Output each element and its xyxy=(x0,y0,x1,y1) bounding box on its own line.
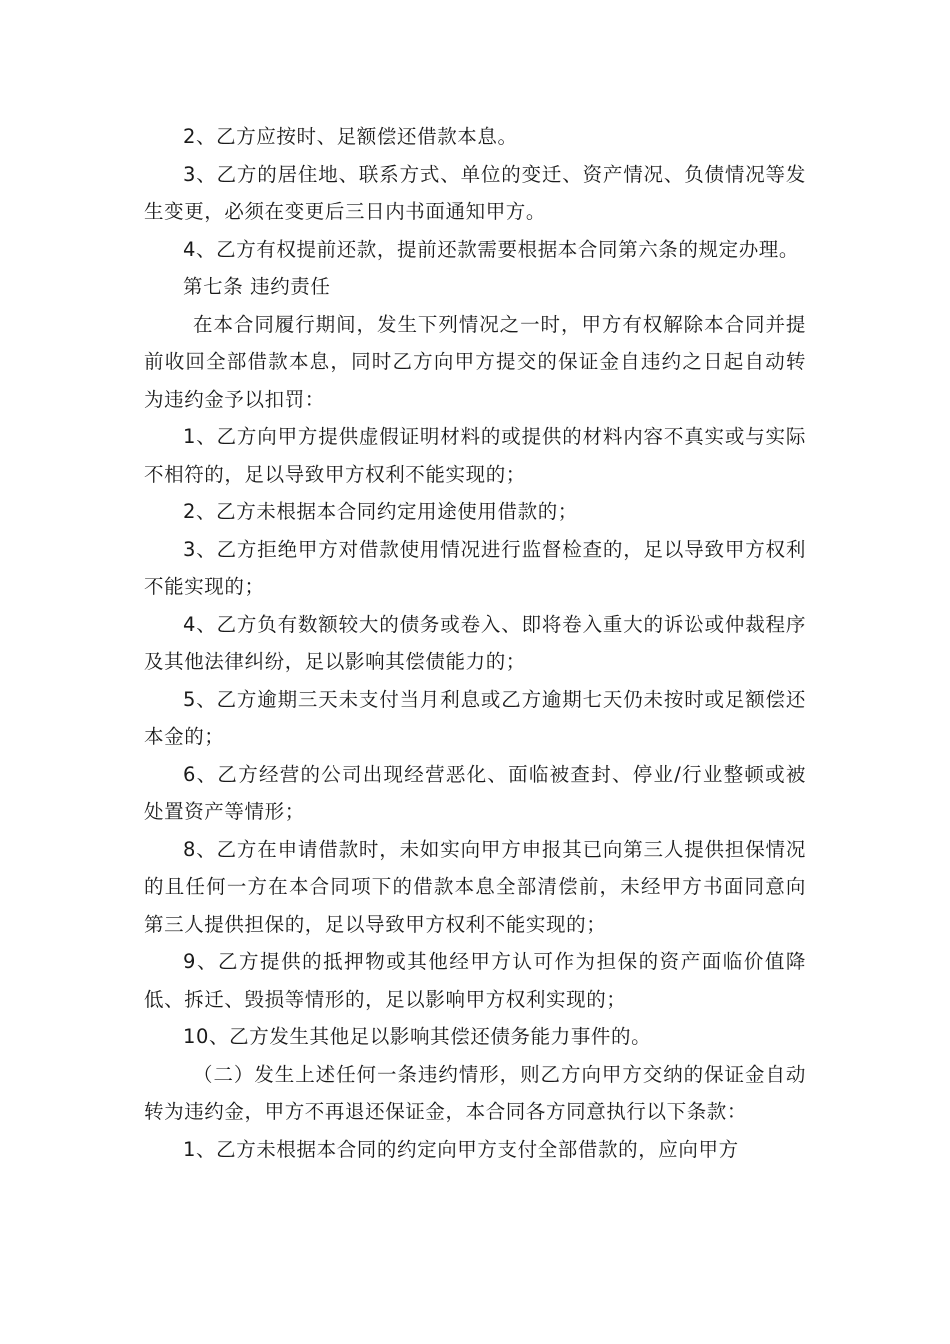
section-2-intro: （二）发生上述任何一条违约情形，则乙方向甲方交纳的保证金自动转为违约金，甲方不再退还保证金，本合同各方同意执行以下条款： xyxy=(144,1062,806,1123)
breach-item-10: 10、乙方发生其他足以影响其偿还债务能力事件的。 xyxy=(183,1025,652,1048)
breach-item-2: 2、乙方未根据本合同约定用途使用借款的； xyxy=(183,500,578,523)
breach-item-9: 9、乙方提供的抵押物或其他经甲方认可作为担保的资产面临价值降低、拆迁、毁损等情形的，足以影响甲方权利实现的； xyxy=(144,950,806,1011)
article-7-intro: 在本合同履行期间，发生下列情况之一时，甲方有权解除本合同并提前收回全部借款本息，同时乙方向甲方提交的保证金自违约之日起自动转为违约金予以扣罚： xyxy=(144,312,806,411)
breach-item-8: 8、乙方在申请借款时，未如实向甲方申报其已向第三人提供担保情况的且任何一方在本合同项下的借款本息全部清偿前，未经甲方书面同意向第三人提供担保的，足以导致甲方权利不能实现的； xyxy=(144,837,806,936)
breach-item-5: 5、乙方逾期三天未支付当月利息或乙方逾期七天仍未按时或足额偿还本金的； xyxy=(144,687,806,748)
breach-item-3: 3、乙方拒绝甲方对借款使用情况进行监督检查的，足以导致甲方权利不能实现的； xyxy=(144,537,806,598)
clause-2-repay-on-time: 2、乙方应按时、足额偿还借款本息。 xyxy=(183,125,518,148)
document-body xyxy=(144,118,806,1168)
breach-item-6: 6、乙方经营的公司出现经营恶化、面临被查封、停业/行业整顿或被处置资产等情形； xyxy=(144,762,806,823)
section-heading-article-7: 第七条 违约责任 xyxy=(183,275,331,298)
clause-4-early-repayment: 4、乙方有权提前还款，提前还款需要根据本合同第六条的规定办理。 xyxy=(183,237,800,261)
breach-item-1: 1、乙方向甲方提供虚假证明材料的或提供的材料内容不真实或与实际不相符的，足以导致甲方权利不能实现的； xyxy=(144,425,806,486)
breach-item-4: 4、乙方负有数额较大的债务或卷入、即将卷入重大的诉讼或仲裁程序及其他法律纠纷，足以影响其偿债能力的； xyxy=(144,612,806,673)
clause-3-notify-changes: 3、乙方的居住地、联系方式、单位的变迁、资产情况、负债情况等发生变更，必须在变更后三日内书面通知甲方。 xyxy=(144,162,806,223)
section-2-item-1: 1、乙方未根据本合同的约定向甲方支付全部借款的，应向甲方 xyxy=(183,1137,739,1161)
